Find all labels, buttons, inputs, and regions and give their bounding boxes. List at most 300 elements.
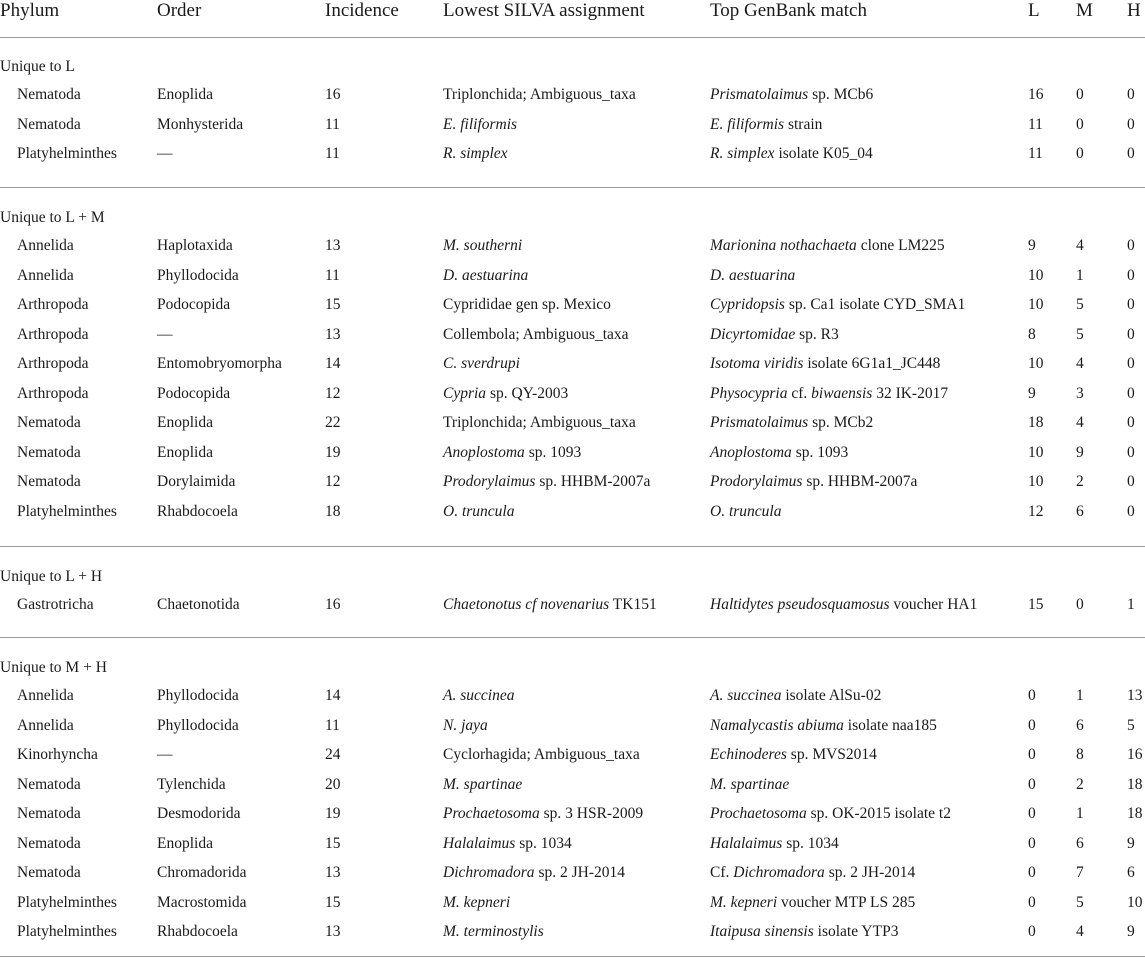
cell-l: 10	[1028, 296, 1044, 313]
cell-order: Phyllodocida	[157, 687, 239, 704]
cell-phylum: Nematoda	[17, 86, 81, 103]
cell-phylum: Arthropoda	[17, 355, 89, 372]
cell-silva	[443, 834, 572, 854]
text-segment: Prodorylaimus	[443, 473, 536, 490]
cell-l: 0	[1028, 805, 1036, 822]
text-segment: Marionina nothachaeta	[710, 237, 857, 254]
group-rule	[0, 546, 1145, 547]
cell-l: 11	[1028, 115, 1043, 133]
cell-genbank	[710, 745, 877, 765]
cell-h: 0	[1127, 502, 1135, 520]
text-segment: sp. OK-2015 isolate t2	[806, 805, 951, 822]
cell-h: 0	[1127, 145, 1135, 162]
cell-genbank	[710, 266, 795, 286]
text-segment: Prochaetosoma	[710, 805, 807, 822]
cell-h: 0	[1127, 86, 1135, 103]
group-label: Unique to L	[0, 58, 75, 75]
text-segment: A. succinea	[443, 687, 515, 704]
header-incidence: Incidence	[325, 0, 399, 21]
table-row	[0, 443, 1145, 473]
text-segment: Cypria	[443, 384, 487, 402]
text-segment: A. succinea	[710, 687, 782, 704]
cell-l: 10	[1028, 355, 1044, 372]
cell-phylum: Nematoda	[17, 414, 81, 431]
cell-h: 0	[1127, 384, 1135, 402]
text-segment: E. filiformis	[443, 115, 518, 133]
cell-silva	[443, 863, 625, 883]
cell-m: 1	[1076, 805, 1084, 822]
cell-order: Phyllodocida	[157, 266, 239, 284]
cell-incidence: 13	[325, 864, 341, 881]
cell-phylum: Platyhelminthes	[17, 145, 117, 162]
text-segment: sp. 1093	[524, 443, 582, 461]
cell-phylum: Platyhelminthes	[17, 893, 117, 911]
cell-genbank	[710, 85, 873, 105]
cell-genbank	[710, 775, 789, 795]
cell-order: Haplotaxida	[157, 237, 233, 254]
cell-incidence: 16	[325, 596, 341, 613]
table-row	[0, 922, 1145, 952]
cell-silva	[443, 745, 640, 765]
cell-incidence: 14	[325, 355, 341, 372]
cell-genbank	[710, 834, 839, 854]
cell-incidence: 11	[325, 266, 340, 284]
cell-phylum: Platyhelminthes	[17, 923, 117, 940]
cell-order: Enoplida	[157, 443, 213, 461]
cell-phylum: Kinorhyncha	[17, 746, 98, 763]
cell-h: 18	[1127, 775, 1143, 793]
text-segment: D. aestuarina	[443, 266, 529, 284]
cell-m: 6	[1076, 716, 1084, 734]
group-rule	[0, 187, 1145, 188]
table-row	[0, 863, 1145, 893]
cell-phylum: Annelida	[17, 716, 74, 734]
cell-silva	[443, 236, 522, 256]
cell-incidence: 18	[325, 502, 341, 520]
cell-l: 9	[1028, 384, 1036, 402]
cell-l: 0	[1028, 893, 1036, 911]
cell-incidence: 12	[325, 384, 341, 402]
cell-genbank	[710, 472, 917, 492]
cell-order: Chaetonotida	[157, 596, 240, 613]
cell-m: 2	[1076, 473, 1084, 490]
text-segment: strain	[784, 115, 823, 133]
cell-phylum: Nematoda	[17, 115, 81, 133]
text-segment: Anoplostoma	[443, 443, 525, 461]
text-segment: Namalycastis abiuma	[710, 716, 844, 734]
cell-l: 12	[1028, 502, 1044, 520]
table-row	[0, 502, 1145, 532]
cell-incidence: 19	[325, 443, 341, 461]
header-genbank: Top GenBank match	[710, 0, 867, 21]
cell-incidence: 13	[325, 923, 341, 940]
cell-phylum: Nematoda	[17, 805, 81, 822]
cell-l: 15	[1028, 596, 1044, 613]
header-rule	[0, 37, 1145, 38]
cell-phylum: Platyhelminthes	[17, 502, 117, 520]
cell-h: 0	[1127, 237, 1135, 254]
cell-l: 18	[1028, 414, 1044, 431]
cell-order: Chromadorida	[157, 864, 247, 881]
cell-silva	[443, 804, 643, 824]
cell-phylum: Nematoda	[17, 443, 81, 461]
table-row	[0, 266, 1145, 296]
text-segment: Isotoma viridis	[710, 355, 804, 372]
cell-silva	[443, 922, 544, 942]
text-segment: Prismatolaimus	[710, 86, 809, 103]
table-row	[0, 115, 1145, 145]
text-segment: D. aestuarina	[710, 266, 796, 284]
cell-order: Monhysterida	[157, 115, 244, 133]
cell-phylum: Gastrotricha	[17, 596, 94, 613]
cell-incidence: 14	[325, 687, 341, 704]
cell-incidence: 15	[325, 834, 341, 852]
cell-order: Dorylaimida	[157, 473, 236, 490]
text-segment: Physocypria	[710, 384, 788, 402]
cell-phylum: Annelida	[17, 237, 74, 254]
cell-phylum: Arthropoda	[17, 384, 89, 402]
cell-genbank	[710, 893, 915, 913]
cell-phylum: Nematoda	[17, 775, 81, 793]
text-segment: Echinoderes	[710, 746, 787, 763]
bottom-rule	[0, 956, 1145, 957]
cell-order: Podocopida	[157, 296, 231, 313]
cell-m: 1	[1076, 687, 1084, 704]
cell-genbank	[710, 863, 915, 883]
cell-m: 4	[1076, 237, 1084, 254]
cell-silva	[443, 502, 514, 522]
cell-silva	[443, 295, 611, 315]
cell-h: 18	[1127, 805, 1143, 822]
text-segment: sp. MCb6	[808, 86, 874, 103]
text-segment: voucher HA1	[889, 596, 978, 613]
cell-phylum: Annelida	[17, 687, 74, 704]
text-segment: E. filiformis	[710, 115, 785, 133]
table-row	[0, 384, 1145, 414]
cell-order: Podocopida	[157, 384, 231, 402]
cell-genbank	[710, 686, 881, 706]
cell-h: 10	[1127, 893, 1143, 911]
cell-genbank	[710, 502, 781, 522]
cell-h: 6	[1127, 864, 1135, 881]
header-silva: Lowest SILVA assignment	[443, 0, 645, 21]
cell-l: 16	[1028, 86, 1044, 103]
table-row	[0, 325, 1145, 355]
cell-h: 5	[1127, 716, 1135, 734]
cell-genbank	[710, 413, 873, 433]
cell-l: 0	[1028, 687, 1036, 704]
cell-h: 0	[1127, 325, 1135, 343]
cell-l: 0	[1028, 864, 1036, 881]
group-label: Unique to L + M	[0, 209, 105, 226]
cell-genbank	[710, 595, 977, 615]
cell-genbank	[710, 115, 822, 135]
text-segment: Triplonchida; Ambiguous_taxa	[443, 414, 636, 431]
cell-incidence: 24	[325, 746, 341, 763]
text-segment: sp. 2 JH-2014	[534, 864, 625, 881]
text-segment: sp. HHBM-2007a	[535, 473, 651, 490]
text-segment: voucher MTP LS 285	[777, 893, 916, 911]
text-segment: Dichromadora	[733, 864, 825, 881]
text-segment: M. southerni	[443, 237, 523, 254]
text-segment: 32 IK-2017	[872, 384, 949, 402]
table-row	[0, 85, 1145, 115]
text-segment: R. simplex	[443, 145, 508, 162]
cell-incidence: 13	[325, 325, 341, 343]
cell-h: 0	[1127, 473, 1135, 490]
cell-order: Rhabdocoela	[157, 923, 238, 940]
cell-h: 13	[1127, 687, 1143, 704]
cell-m: 7	[1076, 864, 1084, 881]
cell-m: 0	[1076, 596, 1084, 613]
cell-phylum: Nematoda	[17, 473, 81, 490]
cell-l: 8	[1028, 325, 1036, 343]
cell-m: 5	[1076, 325, 1084, 343]
cell-h: 0	[1127, 355, 1135, 372]
header-h: H	[1127, 0, 1141, 21]
table-row	[0, 745, 1145, 775]
text-segment: isolate naa185	[843, 716, 937, 734]
cell-incidence: 11	[325, 115, 340, 133]
cell-order: Enoplida	[157, 834, 213, 852]
cell-h: 0	[1127, 266, 1135, 284]
cell-silva	[443, 384, 568, 404]
cell-order: Phyllodocida	[157, 716, 239, 734]
cell-incidence: 15	[325, 893, 341, 911]
cell-silva	[443, 354, 520, 374]
cell-silva	[443, 686, 514, 706]
text-segment: C. sverdrupi	[443, 355, 520, 372]
cell-m: 8	[1076, 746, 1084, 763]
table-row	[0, 472, 1145, 502]
text-segment: Prismatolaimus	[710, 414, 809, 431]
text-segment: Haltidytes pseudosquamosus	[710, 596, 890, 613]
cell-genbank	[710, 443, 848, 463]
cell-l: 0	[1028, 716, 1036, 734]
header-m: M	[1076, 0, 1093, 21]
cell-silva	[443, 595, 657, 615]
cell-incidence: 20	[325, 775, 341, 793]
table-row	[0, 893, 1145, 923]
cell-silva	[443, 443, 581, 463]
cell-l: 0	[1028, 923, 1036, 940]
text-segment: cf.	[787, 384, 812, 402]
cell-silva	[443, 144, 508, 164]
cell-m: 0	[1076, 86, 1084, 103]
text-segment: clone LM225	[856, 237, 945, 254]
text-segment: sp. 2 JH-2014	[824, 864, 916, 881]
cell-order: Enoplida	[157, 86, 213, 103]
text-segment: Dichromadora	[443, 864, 535, 881]
table-header	[0, 0, 1145, 30]
text-segment: TK151	[609, 596, 657, 613]
cell-genbank	[710, 716, 937, 736]
cell-order: —	[157, 746, 173, 763]
cell-genbank	[710, 384, 948, 404]
cell-h: 1	[1127, 596, 1135, 613]
text-segment: isolate K05_04	[774, 145, 873, 162]
cell-order: Enoplida	[157, 414, 213, 431]
group-label: Unique to M + H	[0, 659, 107, 676]
text-segment: Cypridopsis	[710, 296, 785, 313]
cell-l: 10	[1028, 443, 1044, 461]
text-segment: Cyprididae gen sp. Mexico	[443, 296, 611, 313]
cell-silva	[443, 325, 629, 345]
cell-silva	[443, 115, 517, 135]
text-segment: sp. MVS2014	[786, 746, 877, 763]
text-segment: M. kepneri	[443, 893, 511, 911]
text-segment: O. truncula	[710, 502, 782, 520]
table-row	[0, 144, 1145, 174]
cell-order: —	[157, 325, 173, 343]
cell-m: 5	[1076, 296, 1084, 313]
cell-h: 9	[1127, 834, 1135, 852]
text-segment: sp. Ca1 isolate CYD_SMA1	[784, 296, 966, 313]
cell-genbank	[710, 354, 940, 374]
cell-silva	[443, 85, 636, 105]
cell-phylum: Nematoda	[17, 864, 81, 881]
cell-phylum: Arthropoda	[17, 296, 89, 313]
text-segment: M. kepneri	[710, 893, 778, 911]
cell-order: Tylenchida	[157, 775, 226, 793]
text-segment: Halalaimus	[443, 834, 516, 852]
cell-l: 10	[1028, 266, 1044, 284]
table-row	[0, 804, 1145, 834]
table-row	[0, 595, 1145, 625]
text-segment: sp. 1034	[515, 834, 572, 852]
text-segment: sp. MCb2	[808, 414, 874, 431]
cell-m: 4	[1076, 923, 1084, 940]
cell-l: 10	[1028, 473, 1044, 490]
cell-incidence: 13	[325, 237, 341, 254]
cell-m: 3	[1076, 384, 1084, 402]
cell-silva	[443, 893, 510, 913]
cell-m: 4	[1076, 414, 1084, 431]
cell-silva	[443, 472, 650, 492]
text-segment: Prochaetosoma	[443, 805, 540, 822]
text-segment: sp. HHBM-2007a	[802, 473, 918, 490]
cell-l: 9	[1028, 237, 1036, 254]
table-row	[0, 236, 1145, 266]
text-segment: Cyclorhagida; Ambiguous_taxa	[443, 746, 640, 763]
cell-silva	[443, 716, 488, 736]
cell-m: 0	[1076, 115, 1084, 133]
cell-order: —	[157, 145, 173, 162]
cell-m: 1	[1076, 266, 1084, 284]
header-l: L	[1028, 0, 1040, 21]
text-segment: Collembola; Ambiguous_taxa	[443, 325, 629, 343]
header-phylum: Phylum	[0, 0, 60, 21]
text-segment: R. simplex	[710, 145, 775, 162]
text-segment: isolate YTP3	[813, 923, 899, 940]
text-segment: Anoplostoma	[710, 443, 792, 461]
cell-incidence: 19	[325, 805, 341, 822]
text-segment: M. spartinae	[710, 775, 790, 793]
text-segment: Prodorylaimus	[710, 473, 803, 490]
cell-l: 11	[1028, 145, 1043, 162]
group-label: Unique to L + H	[0, 568, 103, 585]
cell-m: 4	[1076, 355, 1084, 372]
cell-phylum: Arthropoda	[17, 325, 89, 343]
cell-phylum: Nematoda	[17, 834, 81, 852]
text-segment: isolate 6G1a1_JC448	[803, 355, 941, 372]
cell-l: 0	[1028, 775, 1036, 793]
cell-phylum: Annelida	[17, 266, 74, 284]
cell-h: 0	[1127, 115, 1135, 133]
cell-silva	[443, 266, 528, 286]
text-segment: isolate AlSu-02	[781, 687, 882, 704]
cell-order: Rhabdocoela	[157, 502, 238, 520]
group-rule	[0, 637, 1145, 638]
table-row	[0, 834, 1145, 864]
cell-m: 9	[1076, 443, 1084, 461]
text-segment: sp. R3	[795, 325, 839, 343]
cell-h: 16	[1127, 746, 1143, 763]
table-row	[0, 686, 1145, 716]
cell-order: Macrostomida	[157, 893, 247, 911]
text-segment: N. jaya	[443, 716, 488, 734]
text-segment: sp. 1034	[782, 834, 839, 852]
cell-h: 9	[1127, 923, 1135, 940]
cell-h: 0	[1127, 414, 1135, 431]
cell-m: 6	[1076, 834, 1084, 852]
table-row	[0, 413, 1145, 443]
table-row	[0, 295, 1145, 325]
cell-order: Entomobryomorpha	[157, 355, 282, 372]
table-row	[0, 775, 1145, 805]
cell-h: 0	[1127, 443, 1135, 461]
text-segment: Chaetonotus cf novenarius	[443, 596, 610, 613]
text-segment: sp. 3 HSR-2009	[539, 805, 644, 822]
cell-silva	[443, 775, 522, 795]
text-segment: Cf.	[710, 864, 734, 881]
text-segment: Halalaimus	[710, 834, 783, 852]
cell-genbank	[710, 144, 873, 164]
cell-genbank	[710, 922, 898, 942]
table-row	[0, 354, 1145, 384]
cell-incidence: 22	[325, 414, 341, 431]
cell-incidence: 16	[325, 86, 341, 103]
cell-incidence: 15	[325, 296, 341, 313]
cell-incidence: 12	[325, 473, 341, 490]
cell-m: 6	[1076, 502, 1084, 520]
cell-genbank	[710, 236, 945, 256]
text-segment: biwaensis	[811, 384, 873, 402]
cell-m: 0	[1076, 145, 1084, 162]
cell-m: 2	[1076, 775, 1084, 793]
text-segment: Triplonchida; Ambiguous_taxa	[443, 86, 636, 103]
cell-genbank	[710, 295, 965, 315]
cell-incidence: 11	[325, 145, 340, 162]
cell-l: 0	[1028, 834, 1036, 852]
text-segment: M. terminostylis	[443, 923, 544, 940]
cell-silva	[443, 413, 636, 433]
text-segment: sp. 1093	[791, 443, 849, 461]
text-segment: Dicyrtomidae	[710, 325, 796, 343]
text-segment: M. spartinae	[443, 775, 523, 793]
text-segment: sp. QY-2003	[486, 384, 569, 402]
cell-l: 0	[1028, 746, 1036, 763]
table-row	[0, 716, 1145, 746]
cell-genbank	[710, 804, 951, 824]
text-segment: Itaipusa sinensis	[710, 923, 814, 940]
cell-genbank	[710, 325, 839, 345]
cell-h: 0	[1127, 296, 1135, 313]
text-segment: O. truncula	[443, 502, 515, 520]
cell-m: 5	[1076, 893, 1084, 911]
cell-incidence: 11	[325, 716, 340, 734]
cell-order: Desmodorida	[157, 805, 241, 822]
